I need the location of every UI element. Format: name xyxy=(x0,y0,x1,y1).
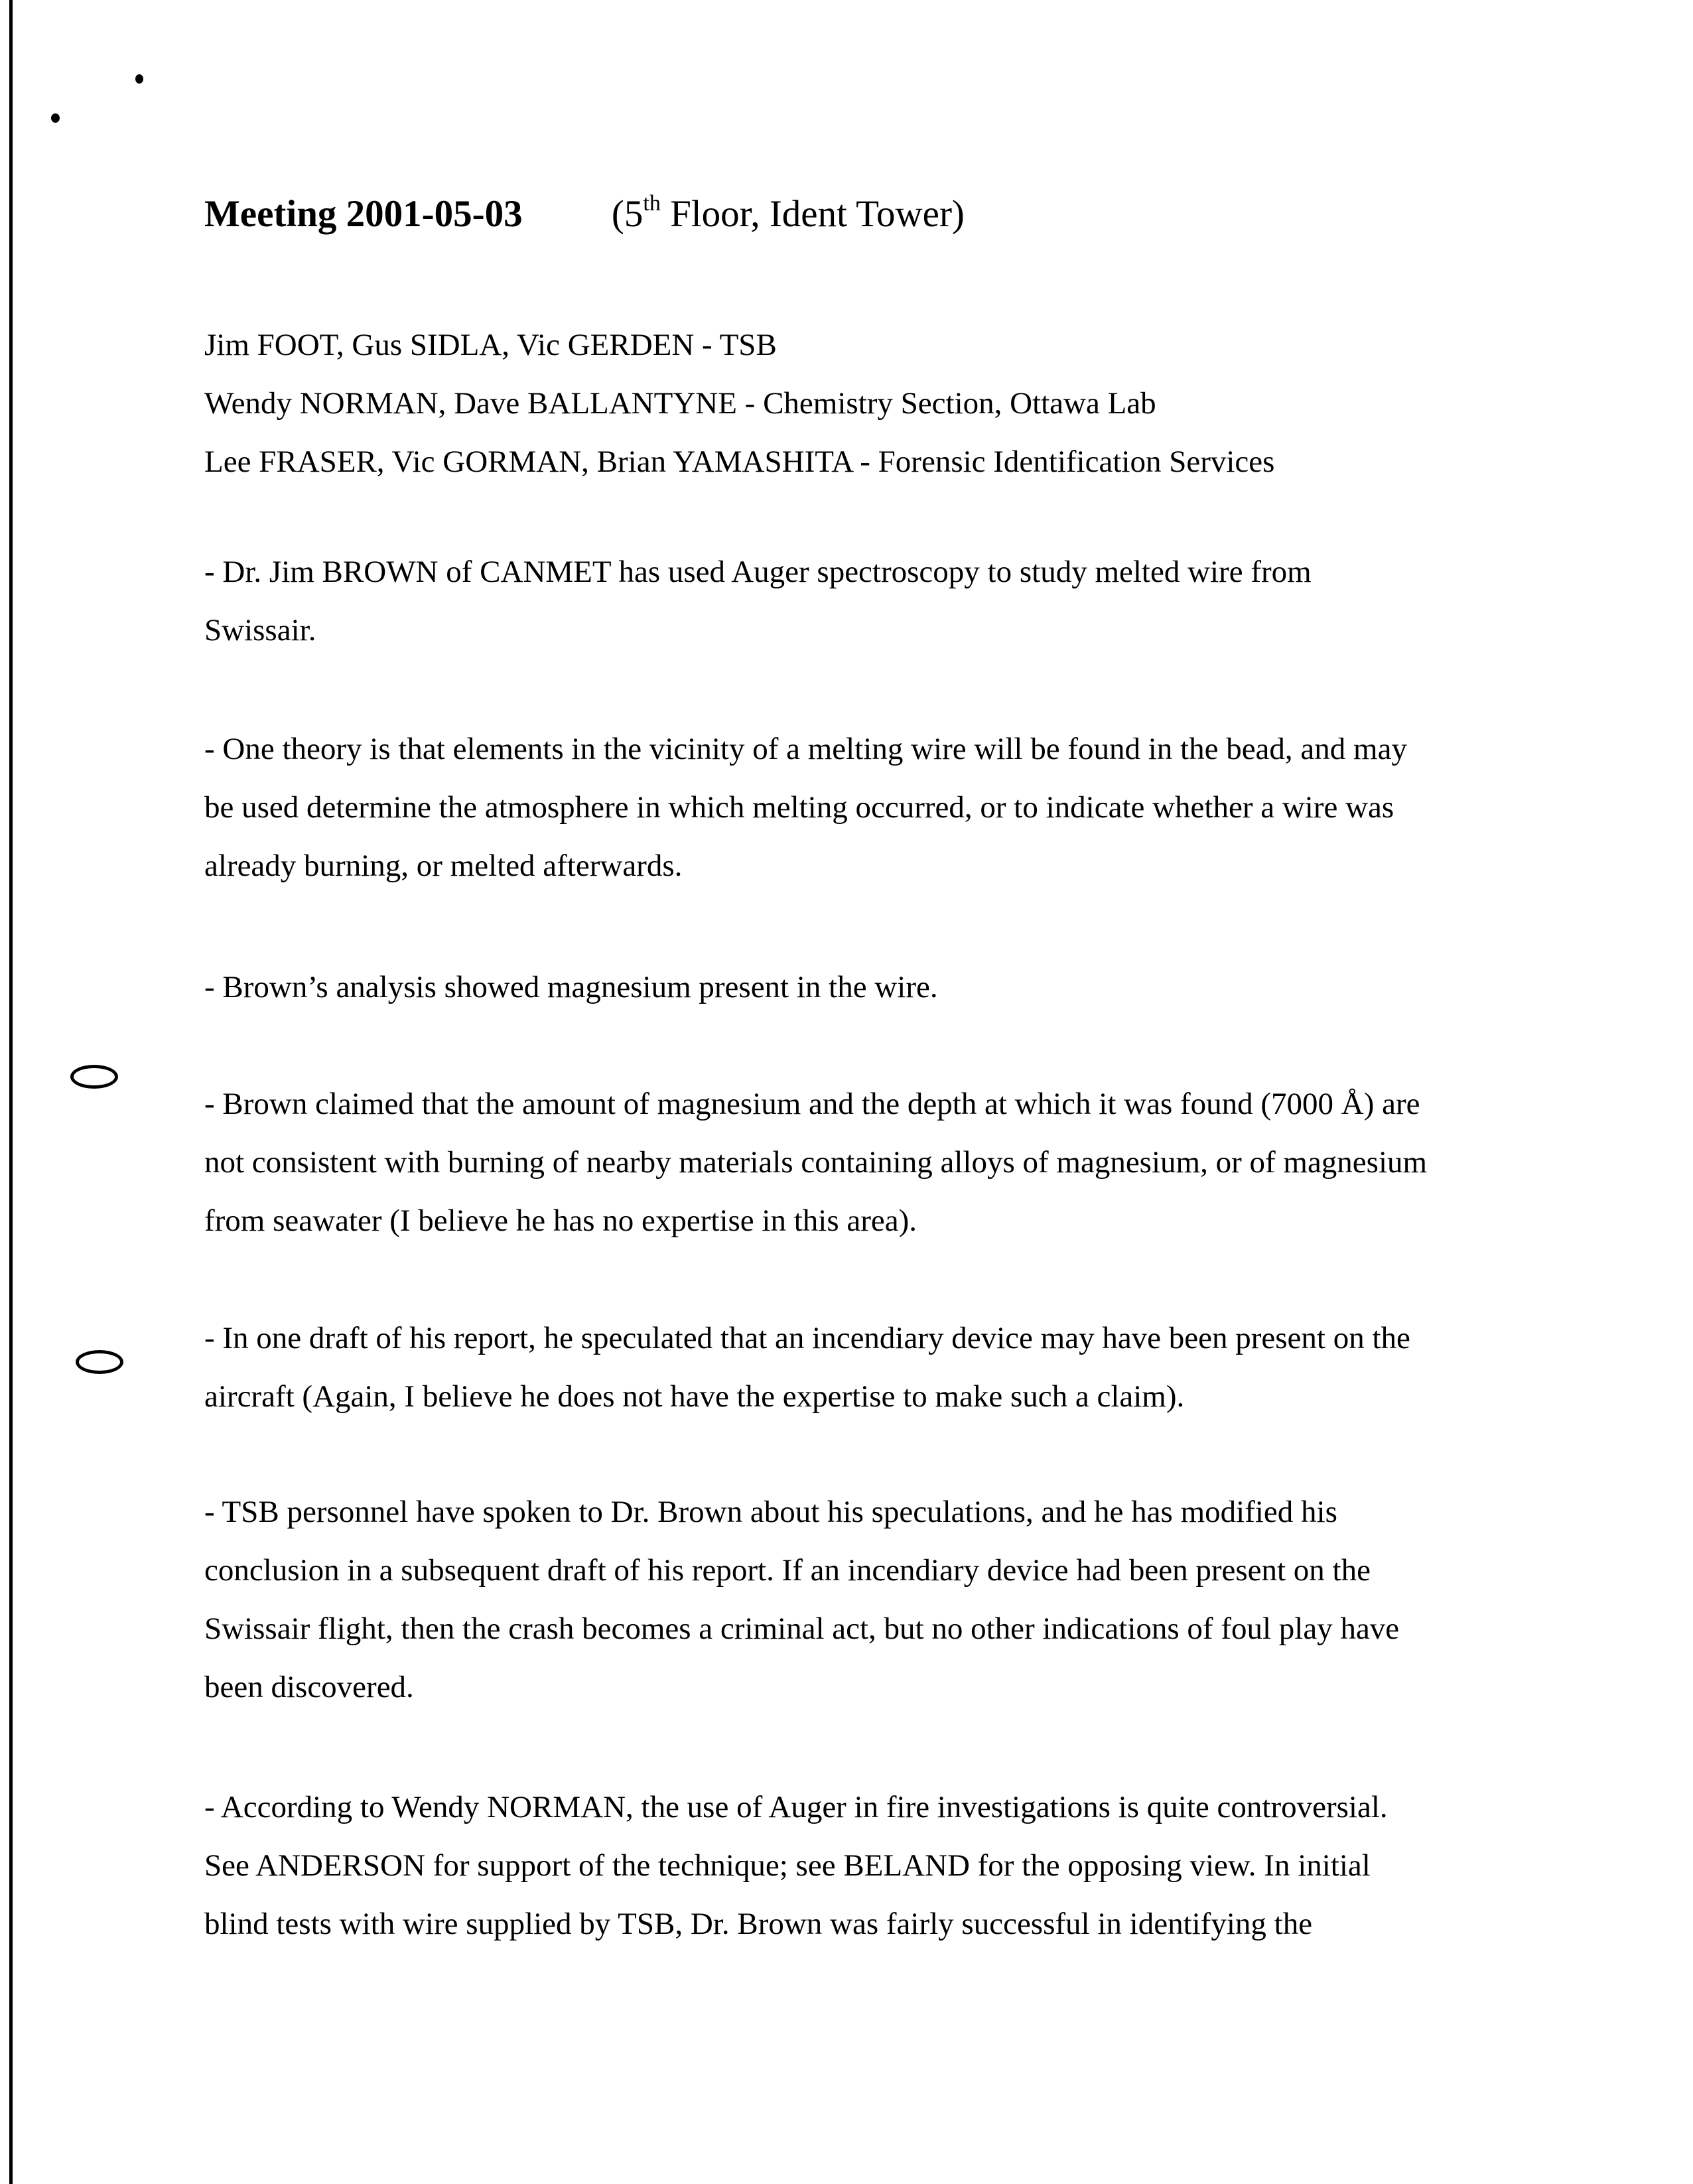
attendee-group: Lee FRASER, Vic GORMAN, Brian YAMASHITA - Forensic Identification Services xyxy=(204,444,1275,479)
meeting-location: (5th Floor, Ident Tower) xyxy=(611,191,965,235)
note-line: not consistent with burning of nearby materials containing alloys of magnesium, or of magnesium xyxy=(204,1145,1428,1180)
scan-edge-line xyxy=(9,0,13,2184)
punch-hole-icon xyxy=(70,1065,118,1089)
note-line: from seawater (I believe he has no expertise in this area). xyxy=(204,1203,917,1238)
punch-hole-icon xyxy=(76,1350,123,1374)
note-line: - One theory is that elements in the vicinity of a melting wire will be found in the bead, and may xyxy=(204,732,1407,766)
note-line: be used determine the atmosphere in which melting occurred, or to indicate whether a wire was xyxy=(204,790,1394,825)
attendee-group: Wendy NORMAN, Dave BALLANTYNE - Chemistry Section, Ottawa Lab xyxy=(204,386,1156,421)
note-line: Swissair flight, then the crash becomes a criminal act, but no other indications of foul play have xyxy=(204,1611,1400,1646)
note-line: See ANDERSON for support of the technique; see BELAND for the opposing view. In initial xyxy=(204,1848,1371,1883)
note-paragraph xyxy=(204,1483,1505,1716)
note-paragraph xyxy=(204,1075,1505,1250)
scan-speck xyxy=(135,74,143,84)
note-line: - Dr. Jim BROWN of CANMET has used Auger spectroscopy to study melted wire from xyxy=(204,555,1312,589)
note-line: conclusion in a subsequent draft of his report. If an incendiary device had been present on the xyxy=(204,1553,1371,1588)
note-line: - In one draft of his report, he speculated that an incendiary device may have been present on the xyxy=(204,1321,1410,1355)
note-line: blind tests with wire supplied by TSB, Dr. Brown was fairly successful in identifying the xyxy=(204,1907,1313,1941)
note-line: - TSB personnel have spoken to Dr. Brown about his speculations, and he has modified his xyxy=(204,1495,1337,1529)
note-paragraph xyxy=(204,543,1505,659)
attendee-list xyxy=(204,316,1274,491)
note-line: - Brown claimed that the amount of magnesium and the depth at which it was found (7000 Å) are xyxy=(204,1087,1420,1121)
note-paragraph xyxy=(204,720,1505,895)
scan-speck xyxy=(51,113,60,123)
note-line: already burning, or melted afterwards. xyxy=(204,849,683,883)
note-paragraph xyxy=(204,1309,1505,1426)
note-line: aircraft (Again, I believe he does not have the expertise to make such a claim). xyxy=(204,1379,1185,1414)
note-line: - According to Wendy NORMAN, the use of Auger in fire investigations is quite controversial. xyxy=(204,1790,1388,1824)
attendee-group: Jim FOOT, Gus SIDLA, Vic GERDEN - TSB xyxy=(204,328,777,362)
meeting-header xyxy=(204,188,965,241)
note-paragraph xyxy=(204,1778,1505,1953)
note-line: Swissair. xyxy=(204,613,316,648)
note-line: been discovered. xyxy=(204,1670,414,1704)
note-line: - Brown’s analysis showed magnesium present in the wire. xyxy=(204,970,938,1004)
meeting-title: Meeting 2001-05-03 xyxy=(204,193,523,235)
note-paragraph xyxy=(204,958,1505,1016)
